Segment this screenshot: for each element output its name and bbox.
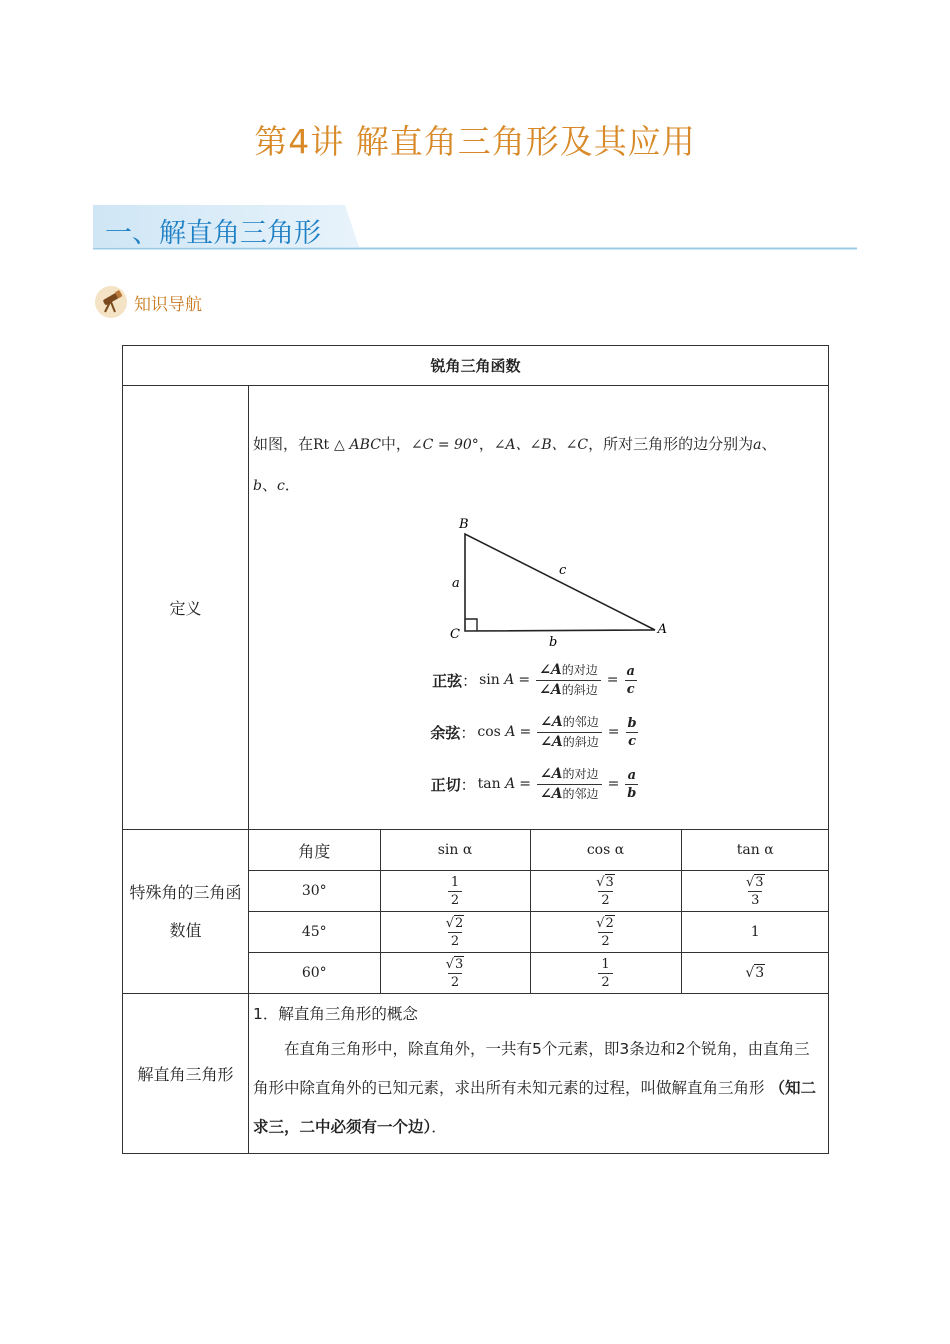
side-fraction xyxy=(626,715,639,750)
angle-symbol: ∠A xyxy=(539,681,562,698)
side-numerator: a xyxy=(627,767,637,783)
intro-text: 、 xyxy=(761,435,777,453)
special-angles-label-text: 特殊角的三角函数值 xyxy=(129,882,242,940)
definition-cell xyxy=(249,386,829,830)
formula-name: 余弦 xyxy=(430,723,461,742)
formula-name: 正弦 xyxy=(432,671,463,690)
side-fraction xyxy=(625,767,638,802)
tangent-formula xyxy=(241,758,828,810)
nav-label: 知识导航 xyxy=(134,295,202,315)
formula-fn: sin xyxy=(479,672,500,688)
special-angles-header-row xyxy=(249,830,829,871)
special-angles-table xyxy=(249,830,829,993)
cos-value: $\frac{√2}{2}$ xyxy=(530,912,681,953)
definition-label: 定义 xyxy=(123,386,249,830)
equals-sign: = xyxy=(518,672,531,688)
ratio-fraction xyxy=(536,661,601,700)
intro-side-c: c xyxy=(276,478,285,494)
vertex-c-label: C xyxy=(449,627,460,642)
sine-formula xyxy=(241,654,828,706)
formula-fn: cos xyxy=(477,724,501,740)
intro-angles: ∠A、∠B、∠C xyxy=(493,437,589,453)
cos-value: $\frac{√3}{2}$ xyxy=(530,871,681,912)
side-denominator: c xyxy=(628,733,637,749)
col-header-cos: cos α xyxy=(530,830,681,871)
angle-value: 60° xyxy=(301,965,327,981)
col-header-tan: tan α xyxy=(681,830,829,871)
formula-colon: ： xyxy=(460,775,476,794)
right-triangle-figure xyxy=(419,514,667,654)
formula-name: 正切 xyxy=(430,775,461,794)
numerator-text: 的对边 xyxy=(561,662,598,677)
table-row xyxy=(249,912,829,953)
equals-sign: = xyxy=(606,672,619,688)
formula-fn: tan xyxy=(477,776,501,792)
equals-sign: = xyxy=(607,776,620,792)
numerator-text: 的对边 xyxy=(562,766,599,781)
table-row xyxy=(249,953,829,994)
vertex-b-label: B xyxy=(458,517,469,532)
intro-side-b: b xyxy=(253,478,262,494)
tan-value: $\frac{√3}{3}$ xyxy=(681,871,829,912)
col-header-sin: sin α xyxy=(380,830,530,871)
angle-symbol: ∠A xyxy=(539,661,562,678)
trig-table xyxy=(122,345,829,1154)
solve-emphasis: （知二求三，二中必须有一个边） xyxy=(253,1079,816,1136)
special-angles-label xyxy=(123,830,249,994)
definition-intro xyxy=(249,424,828,506)
numerator-text: 的邻边 xyxy=(562,714,599,729)
formula-colon: ： xyxy=(462,671,478,690)
intro-text: 中， xyxy=(380,435,411,453)
cos-value: $\frac{1}{2}$ xyxy=(530,953,681,994)
angle-symbol: ∠A xyxy=(539,785,563,802)
special-angles-cell xyxy=(249,830,829,994)
sin-value: $\frac{√3}{2}$ xyxy=(380,953,530,994)
denominator-text: 的斜边 xyxy=(562,734,599,749)
side-numerator: b xyxy=(627,715,637,731)
section-title: 一、解直角三角形 xyxy=(105,218,321,249)
side-a-label: a xyxy=(451,576,460,591)
side-b-label: b xyxy=(548,635,557,650)
table-header: 锐角三角函数 xyxy=(123,346,829,386)
tan-value: 1 xyxy=(681,912,829,953)
page-title: 第4讲 解直角三角形及其应用 xyxy=(254,122,696,161)
intro-angle-c: ∠C = 90° xyxy=(410,437,479,453)
solve-label: 解直角三角形 xyxy=(123,994,249,1154)
angle-value: 30° xyxy=(249,871,380,912)
side-fraction xyxy=(624,663,636,698)
ratio-fraction xyxy=(537,765,602,804)
formula-var: A xyxy=(505,724,516,740)
tan-value: √3 xyxy=(681,953,829,994)
side-c-label: c xyxy=(558,563,566,578)
formula-var: A xyxy=(505,776,516,792)
side-denominator: b xyxy=(627,785,637,801)
col-header-angle: 角度 xyxy=(249,830,380,871)
equals-sign: = xyxy=(519,776,531,792)
sin-value: $\frac{√2}{2}$ xyxy=(380,912,530,953)
intro-side-a: a xyxy=(753,437,762,453)
sin-value: $\frac{1}{2}$ xyxy=(380,871,530,912)
formula-colon: ： xyxy=(460,723,476,742)
side-numerator: a xyxy=(626,663,635,679)
angle-symbol: ∠A xyxy=(539,765,563,782)
solve-cell xyxy=(249,994,829,1154)
intro-abc: ABC xyxy=(349,437,381,453)
formula-var: A xyxy=(504,672,515,688)
cosine-formula xyxy=(241,706,828,758)
intro-text: 如图，在 xyxy=(253,435,314,453)
vertex-a-label: A xyxy=(657,622,667,637)
intro-text: 、 xyxy=(261,476,277,494)
intro-rt: Rt xyxy=(313,437,330,453)
intro-text: ，所对三角形的边分别为 xyxy=(588,435,754,453)
angle-symbol: ∠A xyxy=(540,713,563,730)
denominator-text: 的斜边 xyxy=(561,682,598,697)
solve-end: ． xyxy=(431,1118,447,1136)
equals-sign: = xyxy=(519,724,532,740)
angle-symbol: ∠A xyxy=(540,733,563,750)
solve-paragraph xyxy=(253,1030,824,1147)
solve-heading: 1．解直角三角形的概念 xyxy=(253,1005,418,1023)
solve-paragraph-text: 在直角三角形中，除直角外，一共有5个元素，即3条边和2个锐角，由直角三角形中除直角外的已知元素，求出所有未知元素的过程，叫做解直角三角形 xyxy=(253,1040,810,1097)
angle-value: 45° xyxy=(249,912,380,953)
table-row xyxy=(249,871,829,912)
ratio-fraction xyxy=(537,713,602,752)
section-banner xyxy=(93,203,857,251)
right-angle-marker xyxy=(465,619,477,631)
triangle-outline xyxy=(465,534,655,631)
solve-content xyxy=(249,994,828,1153)
intro-text: ， xyxy=(478,435,494,453)
side-denominator: c xyxy=(626,681,635,697)
intro-triangle-symbol: △ xyxy=(333,437,345,453)
denominator-text: 的邻边 xyxy=(562,786,599,801)
telescope-icon xyxy=(94,285,128,319)
equals-sign: = xyxy=(607,724,620,740)
intro-text: ． xyxy=(284,476,300,494)
